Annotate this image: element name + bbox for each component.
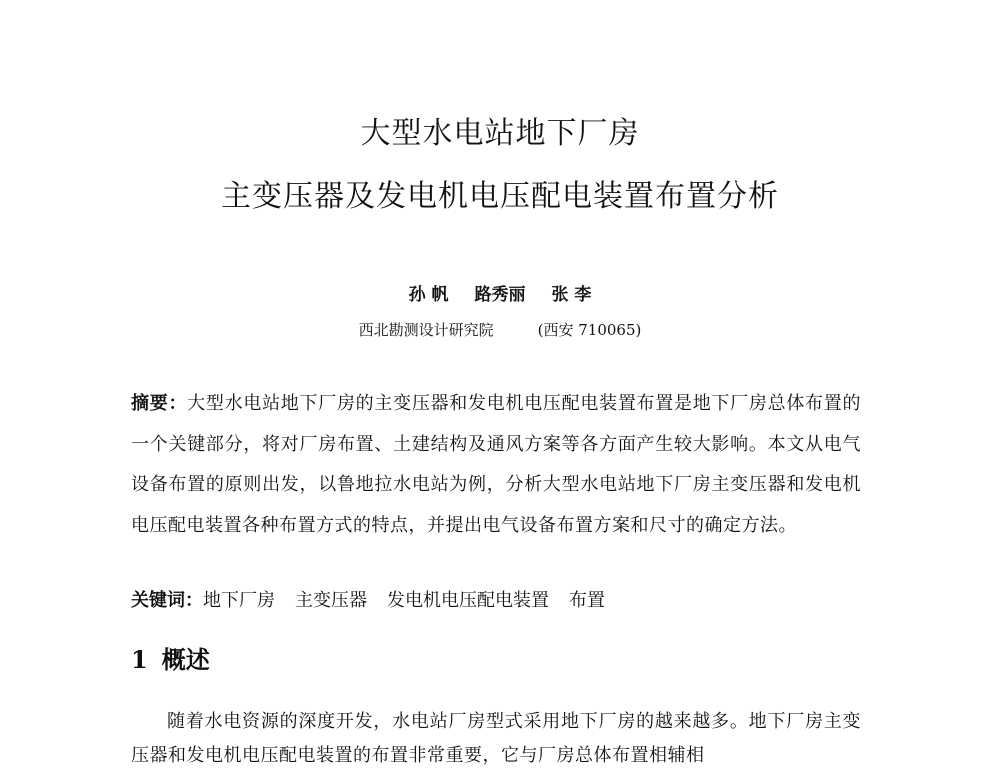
author-name: 路秀丽 — [474, 285, 526, 305]
abstract-text: 大型水电站地下厂房的主变压器和发电机电压配电装置布置是地下厂房总体布置的一个关键部分，将对厂房布置、土建结构及通风方案等各方面产生较大影响。本文从电气设备布置的原则出发，以鲁地拉水电站为例，分析大型水电站地下厂房主变压器和发电机电压配电装置各种布置方式的特点，并提出电气设备布置方案和尺寸的确定方法。 — [131, 393, 861, 536]
keyword: 发电机电压配电装置 — [387, 590, 549, 611]
keywords — [131, 589, 861, 613]
section-heading — [131, 644, 210, 676]
keywords-label: 关键词： — [131, 590, 203, 611]
paper-title-line-2: 主变压器及发电机电压配电装置布置分析 — [221, 179, 779, 214]
keyword: 主变压器 — [295, 590, 367, 611]
author-name: 孙 帆 — [408, 285, 449, 305]
affiliation-institution: 西北勘测设计研究院 — [358, 321, 494, 339]
affiliation-location: (西安 710065) — [537, 321, 642, 339]
keyword: 布置 — [569, 590, 605, 611]
section-number: 1 — [131, 645, 148, 674]
author-list — [0, 284, 1000, 306]
section-title: 概述 — [161, 645, 210, 674]
author-name: 张 李 — [551, 285, 592, 305]
affiliation — [0, 320, 1000, 340]
abstract-label: 摘要： — [131, 393, 188, 414]
keyword: 地下厂房 — [203, 590, 275, 611]
abstract — [131, 384, 861, 546]
paper-title-line-1: 大型水电站地下厂房 — [360, 116, 640, 151]
body-paragraph: 随着水电资源的深度开发，水电站厂房型式采用地下厂房的越来越多。地下厂房主变压器和发电机电压配电装置的布置非常重要，它与厂房总体布置相辅相 — [131, 711, 861, 766]
